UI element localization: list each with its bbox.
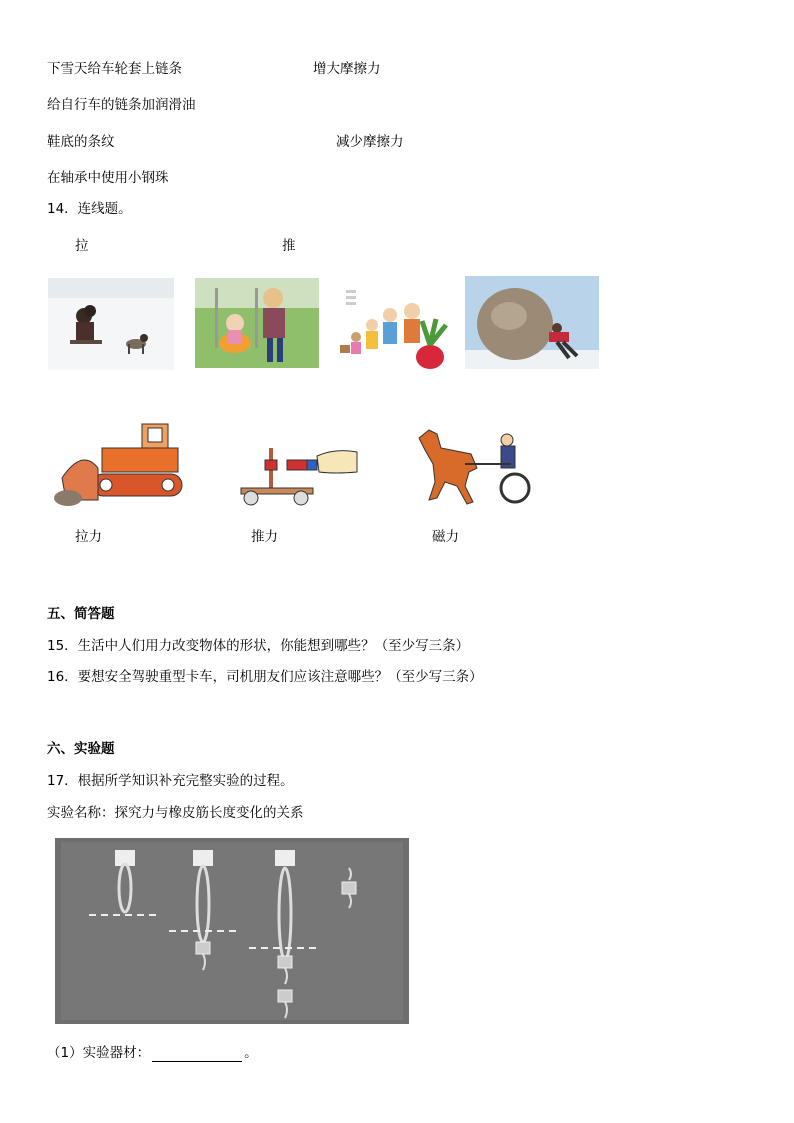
pushing-boulder-photo <box>465 276 599 369</box>
pair-left-2: 给自行车的链条加润滑油 <box>47 97 196 113</box>
question-14-title: 14．连线题。 <box>47 201 132 217</box>
sub-1-prefix: （1）实验器材： <box>47 1045 151 1061</box>
question-17: 17．根据所学知识补充完整实验的过程。 <box>47 773 294 789</box>
sled-dog-photo <box>48 278 174 370</box>
label-pull: 拉 <box>75 238 89 254</box>
experiment-name: 实验名称：探究力与橡皮筋长度变化的关系 <box>47 805 304 821</box>
pair-right-1: 增大摩擦力 <box>313 61 381 77</box>
question-17-sub-1 <box>47 1044 258 1062</box>
sub-1-suffix: 。 <box>244 1045 258 1061</box>
section-5-heading: 五、简答题 <box>47 606 115 622</box>
force-label-magnetic: 磁力 <box>432 529 459 545</box>
question-16: 16．要想安全驾驶重型卡车，司机朋友们应该注意哪些？（至少写三条） <box>47 669 483 685</box>
pair-left-3: 鞋底的条纹 <box>47 134 115 150</box>
question-15: 15．生活中人们用力改变物体的形状，你能想到哪些？（至少写三条） <box>47 638 470 654</box>
pair-right-3: 减少摩擦力 <box>336 134 404 150</box>
force-label-pull: 拉力 <box>75 529 102 545</box>
pair-left-1: 下雪天给车轮套上链条 <box>47 61 182 77</box>
rubber-band-experiment-photo <box>55 838 409 1024</box>
force-label-push: 推力 <box>251 529 278 545</box>
horse-carriage-drawing <box>415 424 535 510</box>
swing-push-photo <box>195 278 319 368</box>
section-6-heading: 六、实验题 <box>47 741 115 757</box>
answer-blank[interactable] <box>152 1047 242 1062</box>
pair-left-4: 在轴承中使用小钢珠 <box>47 170 169 186</box>
label-push: 推 <box>282 238 296 254</box>
pulling-radish-cartoon <box>332 285 456 371</box>
toy-cart-magnet-drawing <box>235 438 359 510</box>
bulldozer-drawing <box>52 418 184 510</box>
